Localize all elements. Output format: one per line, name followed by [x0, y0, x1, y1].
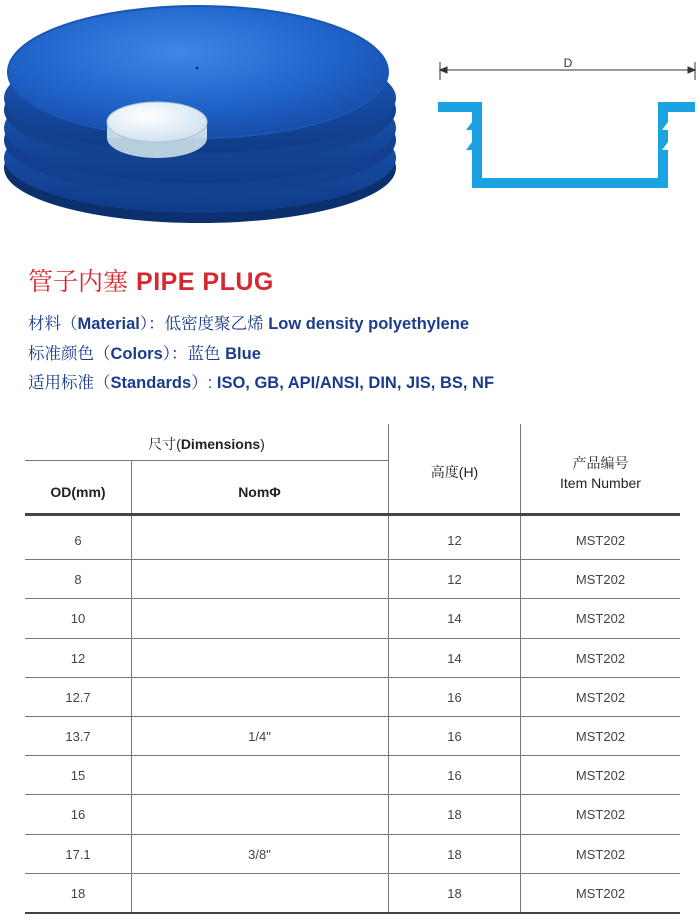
cross-section-diagram — [430, 50, 700, 200]
header-bottom-rule — [25, 513, 680, 516]
cell-height: 12 — [447, 533, 462, 548]
cell-height: 18 — [447, 885, 462, 901]
cell-od: 18 — [70, 885, 86, 901]
cell-nom: 1/4" — [248, 729, 271, 744]
cell-od: 10 — [70, 611, 86, 627]
cell-od: 8 — [74, 572, 82, 588]
cell-height: 12 — [447, 572, 462, 588]
spec-colors: 标准颜色（Colors）：蓝色 Blue — [28, 345, 261, 363]
table-row-divider — [25, 638, 680, 639]
table-row-divider — [25, 716, 680, 717]
cell-od: 12 — [70, 650, 86, 666]
cell-item-number: MST202 — [575, 846, 626, 862]
title-cn: 管子内塞 — [28, 268, 129, 296]
page-title — [28, 262, 274, 298]
spec-standards: 适用标准（Standards）: ISO, GB, API/ANSI, DIN, JIS, BS, NF — [28, 374, 495, 392]
cell-od: 13.7 — [65, 729, 91, 744]
cell-item-number: MST202 — [575, 729, 626, 744]
cell-od: 12.7 — [65, 689, 91, 705]
cell-height: 16 — [447, 689, 462, 705]
cell-height: 14 — [447, 611, 462, 627]
table-row-divider — [25, 755, 680, 756]
table-divider — [520, 424, 521, 914]
cell-od: 16 — [70, 807, 86, 823]
spec-material: 材料（Material）：低密度聚乙烯 Low density polyethylene — [28, 315, 469, 333]
cell-height: 16 — [447, 729, 462, 744]
table-row-divider — [25, 873, 680, 874]
header-dimensions: 尺寸(Dimensions) — [148, 436, 265, 452]
table-row-divider — [25, 794, 680, 795]
header-item-number: 产品编号 Item Number — [560, 455, 641, 491]
table-row-divider — [25, 677, 680, 678]
cell-item-number: MST202 — [575, 611, 626, 627]
cell-height: 14 — [447, 650, 462, 666]
table-row-divider — [25, 598, 680, 599]
table-divider — [388, 424, 389, 914]
cell-od: 17.1 — [65, 846, 91, 862]
header-nom: NomΦ — [238, 484, 281, 500]
header-od: OD(mm) — [50, 484, 106, 500]
table-row-divider — [25, 834, 680, 835]
dimension-d-label: D — [563, 56, 573, 70]
cell-item-number: MST202 — [575, 650, 626, 666]
cell-item-number: MST202 — [575, 572, 626, 588]
table-divider — [25, 460, 388, 461]
cell-item-number: MST202 — [575, 768, 626, 784]
cell-item-number: MST202 — [575, 885, 626, 901]
cell-item-number: MST202 — [575, 689, 626, 705]
table-row-divider — [25, 912, 680, 914]
title-en: PIPE PLUG — [136, 268, 274, 296]
table-row-divider — [25, 559, 680, 560]
cell-item-number: MST202 — [575, 533, 626, 548]
cell-height: 18 — [447, 846, 462, 862]
product-photo — [0, 0, 400, 235]
cell-height: 18 — [447, 807, 462, 823]
cell-od: 6 — [74, 533, 82, 548]
cell-height: 16 — [447, 768, 462, 784]
cell-item-number: MST202 — [575, 807, 626, 823]
cell-od: 15 — [70, 768, 86, 784]
header-height: 高度(H) — [430, 464, 479, 480]
cell-nom: 3/8" — [248, 846, 271, 862]
